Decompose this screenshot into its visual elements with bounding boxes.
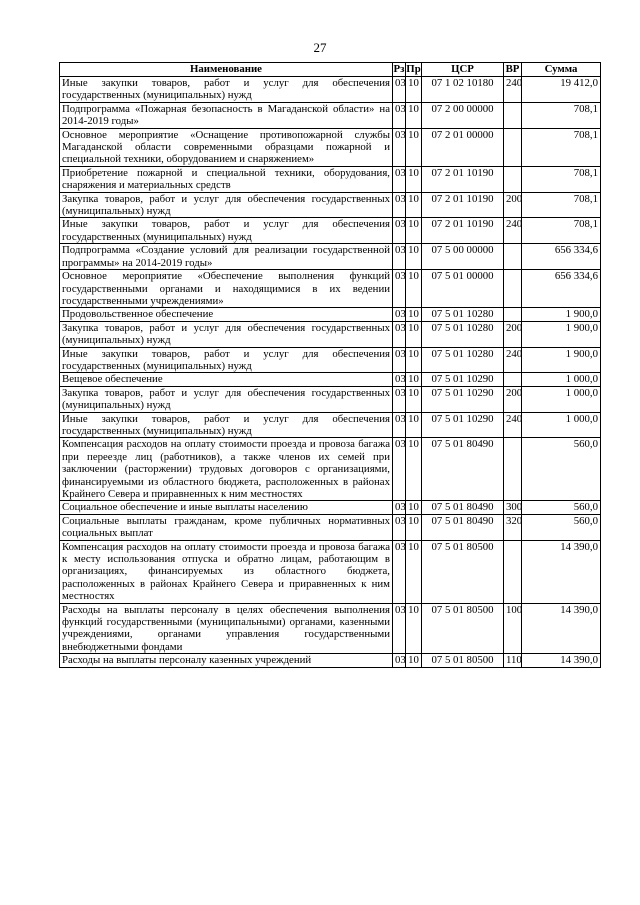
cell-sum: 14 390,0 [522, 603, 601, 654]
cell-vr: 300 [504, 501, 522, 514]
cell-csr: 07 5 01 80500 [422, 654, 504, 667]
cell-name: Социальное обеспечение и иные выплаты населению [60, 501, 393, 514]
cell-name: Основное мероприятие «Оснащение противопожарной службы Магаданской области современными образцами пожарной и специальной техники, оборудованием и снаряжением» [60, 128, 393, 166]
cell-name: Приобретение пожарной и специальной техники, оборудования, снаряжения и материальных средств [60, 166, 393, 192]
cell-sum: 1 900,0 [522, 347, 601, 373]
cell-vr: 240 [504, 412, 522, 438]
cell-sum: 14 390,0 [522, 540, 601, 603]
cell-name: Социальные выплаты гражданам, кроме публичных нормативных социальных выплат [60, 514, 393, 540]
cell-rz: 03 [393, 347, 406, 373]
table-row [60, 308, 601, 321]
cell-rz: 03 [393, 373, 406, 386]
cell-pr: 10 [406, 501, 422, 514]
table-row [60, 373, 601, 386]
cell-vr [504, 102, 522, 128]
cell-rz: 03 [393, 603, 406, 654]
cell-vr [504, 270, 522, 308]
table-row [60, 603, 601, 654]
cell-csr: 07 5 01 10280 [422, 347, 504, 373]
cell-pr: 10 [406, 540, 422, 603]
header-vr: ВР [504, 63, 522, 77]
cell-vr: 240 [504, 347, 522, 373]
cell-csr: 07 5 01 80490 [422, 438, 504, 501]
cell-rz: 03 [393, 438, 406, 501]
cell-name: Вещевое обеспечение [60, 373, 393, 386]
cell-pr: 10 [406, 373, 422, 386]
cell-csr: 07 5 01 00000 [422, 270, 504, 308]
cell-sum: 1 900,0 [522, 321, 601, 347]
table-row [60, 192, 601, 218]
cell-csr: 07 5 00 00000 [422, 244, 504, 270]
table-row [60, 412, 601, 438]
cell-csr: 07 2 01 10190 [422, 192, 504, 218]
cell-name: Закупка товаров, работ и услуг для обеспечения государственных (муниципальных) нужд [60, 192, 393, 218]
cell-vr: 110 [504, 654, 522, 667]
budget-table [59, 62, 601, 668]
cell-vr: 200 [504, 192, 522, 218]
cell-csr: 07 2 01 00000 [422, 128, 504, 166]
cell-pr: 10 [406, 438, 422, 501]
cell-rz: 03 [393, 501, 406, 514]
cell-name: Основное мероприятие «Обеспечение выполнения функций государственными органами и находящимися в их ведении государственными учреждениями» [60, 270, 393, 308]
cell-pr: 10 [406, 347, 422, 373]
cell-pr: 10 [406, 321, 422, 347]
cell-csr: 07 5 01 10280 [422, 308, 504, 321]
cell-rz: 03 [393, 244, 406, 270]
cell-pr: 10 [406, 77, 422, 103]
table-row [60, 166, 601, 192]
cell-csr: 07 5 01 80490 [422, 501, 504, 514]
cell-sum: 14 390,0 [522, 654, 601, 667]
cell-name: Закупка товаров, работ и услуг для обеспечения государственных (муниципальных) нужд [60, 386, 393, 412]
table-row [60, 128, 601, 166]
cell-pr: 10 [406, 218, 422, 244]
cell-csr: 07 5 01 10290 [422, 386, 504, 412]
table-row [60, 77, 601, 103]
cell-pr: 10 [406, 412, 422, 438]
cell-csr: 07 2 00 00000 [422, 102, 504, 128]
cell-csr: 07 5 01 10290 [422, 373, 504, 386]
cell-sum: 1 000,0 [522, 412, 601, 438]
cell-vr [504, 373, 522, 386]
cell-pr: 10 [406, 192, 422, 218]
cell-pr: 10 [406, 244, 422, 270]
cell-vr: 200 [504, 321, 522, 347]
table-row [60, 501, 601, 514]
cell-rz: 03 [393, 308, 406, 321]
table-row [60, 270, 601, 308]
table-row [60, 386, 601, 412]
cell-vr [504, 166, 522, 192]
cell-rz: 03 [393, 540, 406, 603]
cell-pr: 10 [406, 386, 422, 412]
cell-csr: 07 5 01 80500 [422, 540, 504, 603]
cell-sum: 560,0 [522, 501, 601, 514]
cell-pr: 10 [406, 128, 422, 166]
cell-sum: 1 900,0 [522, 308, 601, 321]
cell-csr: 07 1 02 10180 [422, 77, 504, 103]
header-sum: Сумма [522, 63, 601, 77]
header-rz: Рз [393, 63, 405, 75]
cell-name: Расходы на выплаты персоналу казенных учреждений [60, 654, 393, 667]
cell-vr: 100 [504, 603, 522, 654]
cell-sum: 560,0 [522, 438, 601, 501]
cell-name: Иные закупки товаров, работ и услуг для обеспечения государственных (муниципальных) нужд [60, 218, 393, 244]
cell-sum: 19 412,0 [522, 77, 601, 103]
cell-sum: 708,1 [522, 128, 601, 166]
cell-vr: 240 [504, 218, 522, 244]
cell-csr: 07 5 01 80500 [422, 603, 504, 654]
cell-rz: 03 [393, 218, 406, 244]
cell-sum: 560,0 [522, 514, 601, 540]
cell-pr: 10 [406, 308, 422, 321]
cell-vr [504, 308, 522, 321]
cell-csr: 07 5 01 80490 [422, 514, 504, 540]
cell-name: Компенсация расходов на оплату стоимости проезда и провоза багажа при переезде лиц (работников), а также членов их семей при заключении (расторжении) трудовых договоров с организациями, финансируемыми из областного бюджета, расположенных в районах Крайнего Севера и приравненных к ним местностях [60, 438, 393, 501]
cell-rz: 03 [393, 270, 406, 308]
table-row [60, 102, 601, 128]
cell-pr: 10 [406, 102, 422, 128]
cell-csr: 07 5 01 10280 [422, 321, 504, 347]
cell-rz: 03 [393, 128, 406, 166]
cell-pr: 10 [406, 603, 422, 654]
cell-name: Иные закупки товаров, работ и услуг для обеспечения государственных (муниципальных) нужд [60, 77, 393, 103]
cell-vr [504, 128, 522, 166]
cell-name: Продовольственное обеспечение [60, 308, 393, 321]
header-csr: ЦСР [422, 63, 504, 77]
cell-rz: 03 [393, 514, 406, 540]
table-row [60, 347, 601, 373]
table-row [60, 540, 601, 603]
cell-name: Иные закупки товаров, работ и услуг для обеспечения государственных (муниципальных) нужд [60, 412, 393, 438]
cell-sum: 708,1 [522, 166, 601, 192]
cell-rz: 03 [393, 166, 406, 192]
table-row [60, 218, 601, 244]
table-row [60, 438, 601, 501]
cell-vr [504, 438, 522, 501]
cell-rz: 03 [393, 192, 406, 218]
cell-rz: 03 [393, 654, 406, 667]
cell-sum: 708,1 [522, 102, 601, 128]
cell-name: Компенсация расходов на оплату стоимости проезда и провоза багажа к месту использования отпуска и обратно лицам, работающим в организациях, финансируемых из областного бюджета, расположенных в районах Крайнего Севера и приравненных к ним местностях [60, 540, 393, 603]
cell-name: Закупка товаров, работ и услуг для обеспечения государственных (муниципальных) нужд [60, 321, 393, 347]
cell-sum: 1 000,0 [522, 373, 601, 386]
cell-rz: 03 [393, 321, 406, 347]
cell-name: Подпрограмма «Создание условий для реализации государственной программы» на 2014-2019 годы» [60, 244, 393, 270]
table-row [60, 244, 601, 270]
table-header-row [60, 63, 601, 77]
cell-name: Расходы на выплаты персоналу в целях обеспечения выполнения функций государственными (муниципальными) органами, казенными учреждениями, органами управления государственными внебюджетными фондами [60, 603, 393, 654]
cell-pr: 10 [406, 514, 422, 540]
table-row [60, 654, 601, 667]
header-name: Наименование [60, 63, 393, 77]
cell-rz: 03 [393, 412, 406, 438]
table-row [60, 321, 601, 347]
page-number: 27 [313, 40, 327, 55]
cell-sum: 708,1 [522, 218, 601, 244]
cell-sum: 1 000,0 [522, 386, 601, 412]
cell-rz: 03 [393, 102, 406, 128]
cell-vr [504, 540, 522, 603]
cell-vr: 200 [504, 386, 522, 412]
cell-csr: 07 2 01 10190 [422, 166, 504, 192]
cell-pr: 10 [406, 270, 422, 308]
cell-csr: 07 2 01 10190 [422, 218, 504, 244]
cell-sum: 708,1 [522, 192, 601, 218]
cell-vr: 240 [504, 77, 522, 103]
cell-rz: 03 [393, 386, 406, 412]
cell-sum: 656 334,6 [522, 270, 601, 308]
cell-vr [504, 244, 522, 270]
cell-rz: 03 [393, 77, 406, 103]
table-row [60, 514, 601, 540]
cell-sum: 656 334,6 [522, 244, 601, 270]
cell-vr: 320 [504, 514, 522, 540]
cell-pr: 10 [406, 166, 422, 192]
cell-name: Иные закупки товаров, работ и услуг для обеспечения государственных (муниципальных) нужд [60, 347, 393, 373]
header-pr: Пр [406, 63, 421, 75]
cell-name: Подпрограмма «Пожарная безопасность в Магаданской области» на 2014-2019 годы» [60, 102, 393, 128]
cell-csr: 07 5 01 10290 [422, 412, 504, 438]
cell-pr: 10 [406, 654, 422, 667]
